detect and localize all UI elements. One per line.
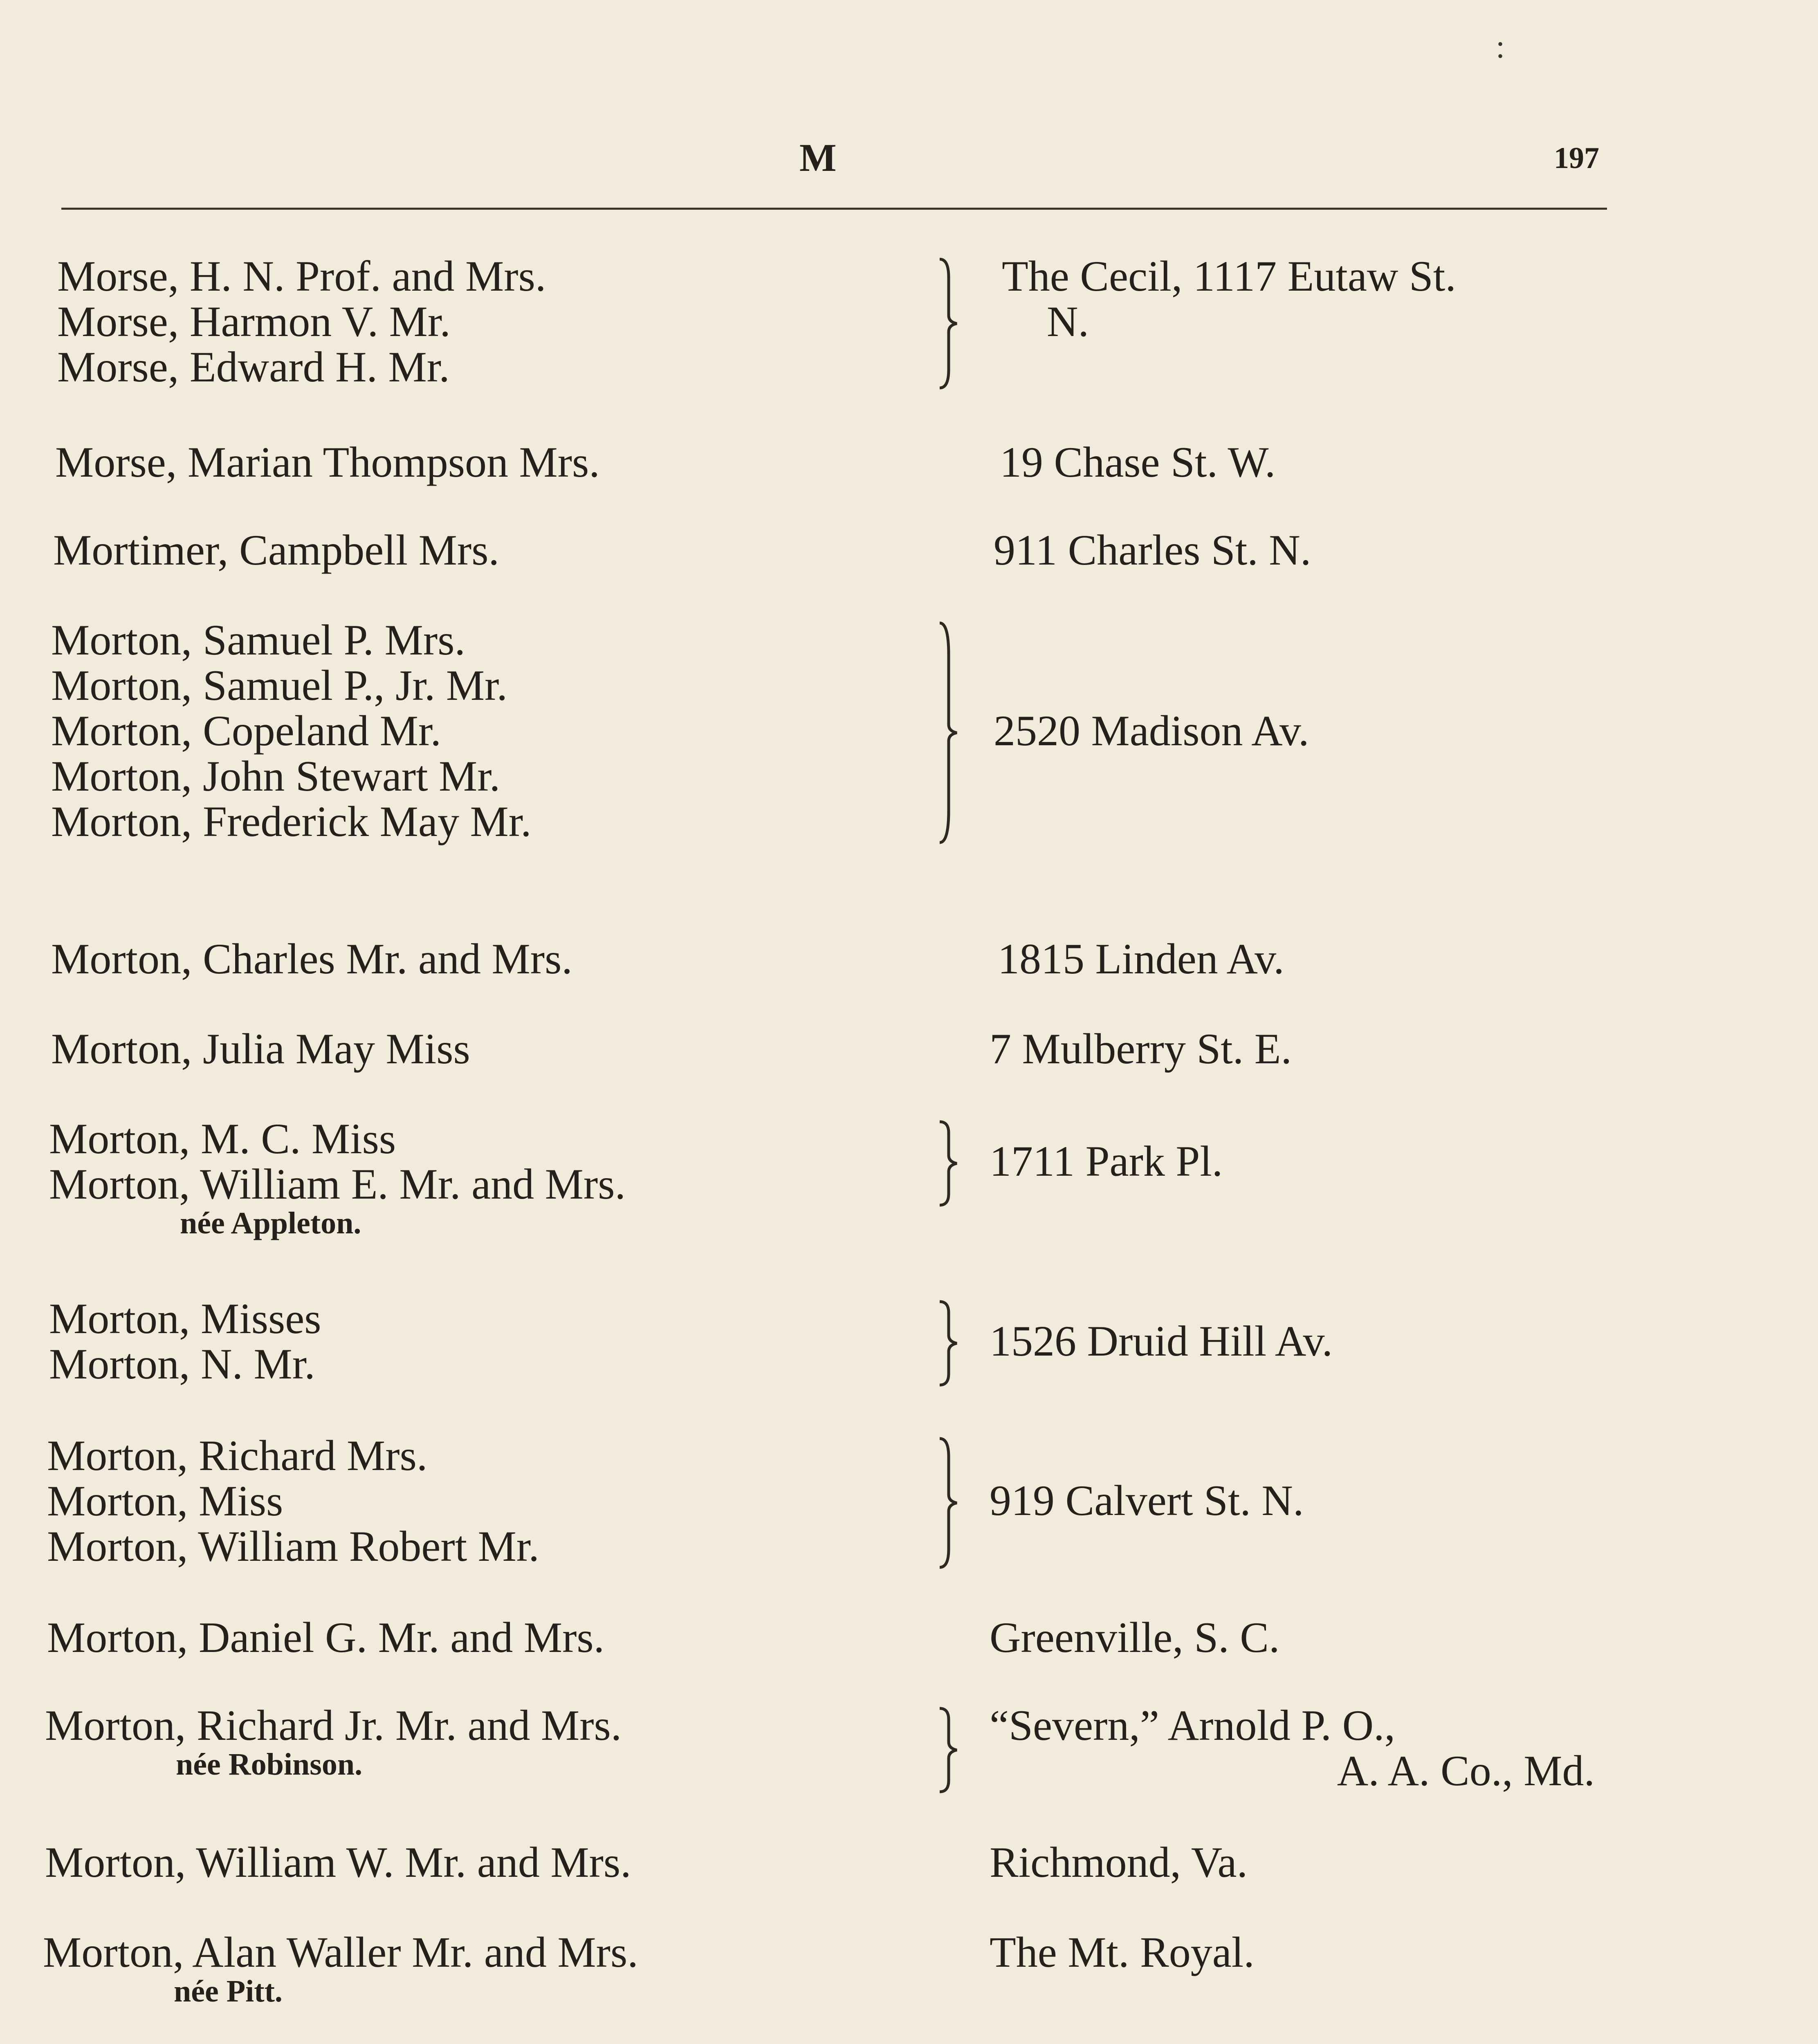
grouping-brace [936, 1707, 961, 1793]
resident-name: Morton, Daniel G. Mr. and Mrs. [47, 1614, 605, 1661]
resident-name: Morton, Charles Mr. and Mrs. [51, 935, 572, 983]
address-line: 1815 Linden Av. [998, 935, 1284, 983]
address-line: A. A. Co., Md. [1337, 1747, 1595, 1795]
address-line: The Mt. Royal. [990, 1928, 1255, 1976]
resident-name: Morton, William Robert Mr. [47, 1522, 539, 1570]
resident-name: Morse, H. N. Prof. and Mrs. [57, 252, 546, 300]
address-line: 919 Calvert St. N. [990, 1477, 1304, 1524]
entry-names [49, 1116, 626, 1239]
entry-names [55, 439, 600, 485]
entry-names [43, 1930, 638, 2008]
resident-name: Morse, Harmon V. Mr. [57, 298, 451, 345]
grouping-brace [936, 1437, 961, 1569]
entry-names [51, 617, 532, 844]
stray-mark: : [1496, 29, 1505, 65]
resident-name: Morton, Richard Jr. Mr. and Mrs. [45, 1701, 622, 1749]
resident-name: Morse, Edward H. Mr. [57, 343, 450, 391]
grouping-brace [936, 1120, 961, 1207]
resident-name: Morton, William W. Mr. and Mrs. [45, 1838, 631, 1886]
resident-name: Morton, N. Mr. [49, 1340, 315, 1388]
resident-name: Morton, Julia May Miss [51, 1025, 470, 1073]
entry-names [47, 1615, 604, 1660]
entry-address [990, 1840, 1248, 1885]
grouping-brace [936, 1300, 961, 1387]
resident-name: Morton, William E. Mr. and Mrs. [49, 1160, 626, 1208]
entry-address [1000, 439, 1275, 485]
entry-names [51, 1026, 470, 1071]
entry-address [994, 527, 1311, 573]
resident-name: Morton, Samuel P., Jr. Mr. [51, 661, 508, 709]
address-line: N. [1047, 298, 1089, 345]
resident-name: Morton, Richard Mrs. [47, 1432, 428, 1479]
address-line: 911 Charles St. N. [994, 526, 1311, 574]
resident-name: Morton, Samuel P. Mrs. [51, 616, 465, 664]
section-letter: M [799, 136, 839, 179]
entry-address [990, 1930, 1255, 1975]
entry-address [990, 1615, 1280, 1660]
address-line: Richmond, Va. [990, 1838, 1248, 1886]
resident-name: Mortimer, Campbell Mrs. [53, 526, 499, 574]
resident-name: Morse, Marian Thompson Mrs. [55, 438, 600, 486]
grouping-brace [936, 258, 961, 390]
resident-name: Morton, Frederick May Mr. [51, 798, 532, 845]
entry-address [1002, 253, 1456, 344]
entry-names [45, 1840, 631, 1885]
entry-names [47, 1433, 539, 1569]
entry-address [990, 1026, 1292, 1071]
header-rule [61, 208, 1607, 210]
entry-names [49, 1296, 321, 1387]
entry-address [994, 708, 1309, 753]
address-line: 19 Chase St. W. [1000, 438, 1276, 486]
entry-address [998, 936, 1284, 982]
address-line: 1526 Druid Hill Av. [990, 1317, 1333, 1365]
entry-names [51, 936, 572, 982]
entry-names [57, 253, 546, 390]
address-line: “Severn,” Arnold P. O., [990, 1701, 1396, 1749]
address-line: Greenville, S. C. [990, 1614, 1280, 1661]
resident-name: Morton, M. C. Miss [49, 1115, 396, 1163]
resident-name: Morton, Copeland Mr. [51, 707, 441, 755]
entry-address [990, 1139, 1223, 1184]
address-line: 7 Mulberry St. E. [990, 1025, 1292, 1073]
entry-names [45, 1703, 622, 1781]
resident-name: Morton, Alan Waller Mr. and Mrs. [43, 1928, 638, 1976]
entry-address [990, 1478, 1304, 1523]
entry-address [990, 1703, 1595, 1793]
address-line: 1711 Park Pl. [990, 1137, 1223, 1185]
page-number: 197 [1554, 141, 1599, 175]
entry-address [990, 1318, 1333, 1364]
maiden-name-note: née Robinson. [176, 1747, 363, 1782]
maiden-name-note: née Appleton. [180, 1206, 361, 1240]
resident-name: Morton, John Stewart Mr. [51, 752, 501, 800]
maiden-name-note: née Pitt. [174, 1974, 283, 2008]
grouping-brace [936, 621, 961, 844]
entry-names [53, 527, 499, 573]
resident-name: Morton, Misses [49, 1295, 321, 1342]
resident-name: Morton, Miss [47, 1477, 283, 1525]
address-line: 2520 Madison Av. [994, 707, 1309, 755]
address-line: The Cecil, 1117 Eutaw St. [1002, 252, 1456, 300]
